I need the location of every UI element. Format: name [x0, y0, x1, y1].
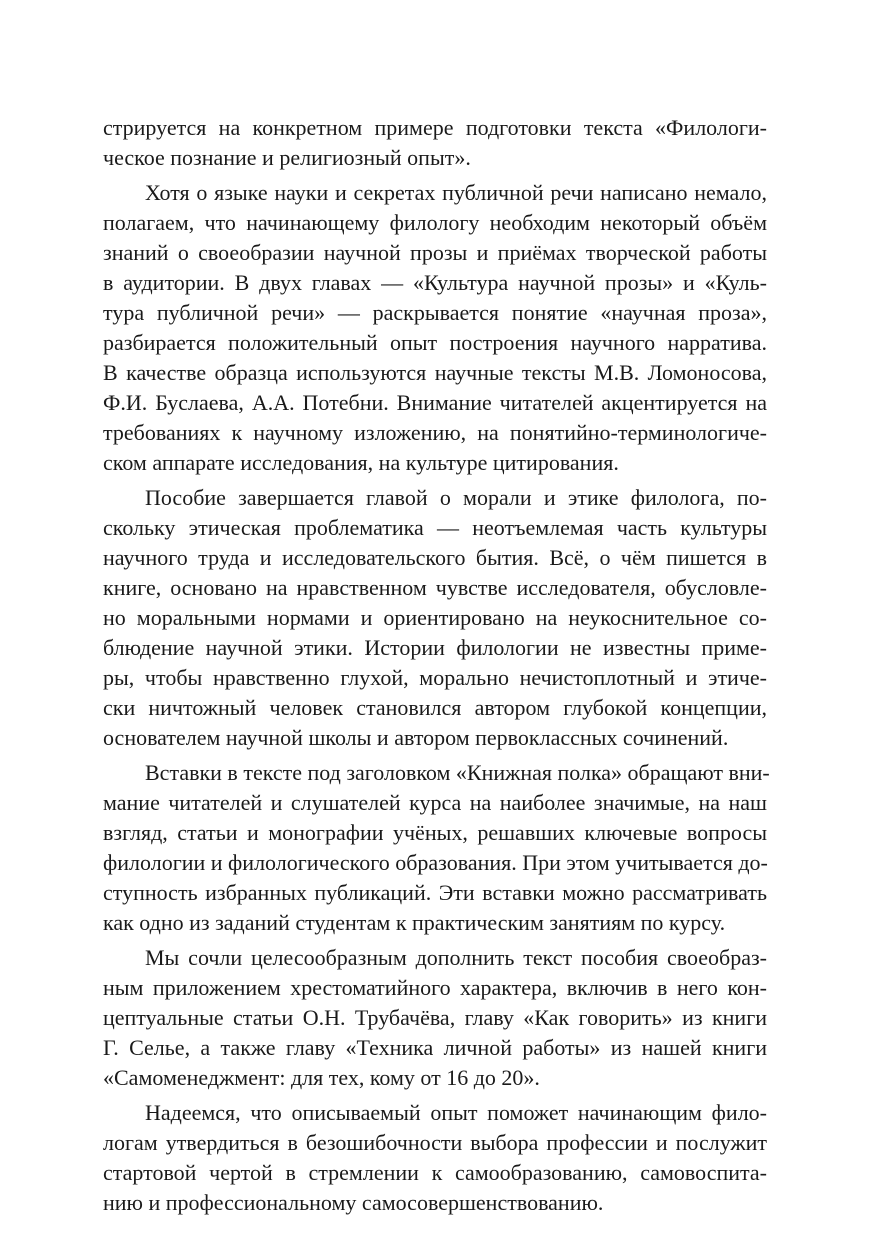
text-line: знаний о своеобразии научной прозы и приёмах творческой работы — [103, 240, 767, 265]
text-line: Пособие завершается главой о морали и этике филолога, по- — [145, 485, 767, 510]
text-line: нию и профессиональному самосовершенствованию. — [103, 1190, 604, 1215]
text-line: разбирается положительный опыт построения научного нарратива. — [103, 330, 767, 355]
text-line: Мы сочли целесообразным дополнить текст пособия своеобраз- — [145, 945, 767, 970]
text-line: как одно из заданий студентам к практическим занятиям по курсу. — [103, 910, 726, 935]
text-line: Вставки в тексте под заголовком «Книжная полка» обращают вни- — [145, 760, 770, 785]
text-line: требованиях к научному изложению, на понятийно-терминологиче- — [103, 420, 767, 445]
text-line: основателем научной школы и автором первоклассных сочинений. — [103, 725, 729, 750]
text-line: но моральными нормами и ориентировано на неукоснительное со- — [103, 605, 767, 630]
text-line: ным приложением хрестоматийного характера, включив в него кон- — [103, 975, 767, 1000]
text-line: Хотя о языке науки и секретах публичной речи написано немало, — [145, 180, 767, 205]
text-line: книге, основано на нравственном чувстве исследователя, обусловле- — [103, 575, 767, 600]
text-line: филологии и филологического образования. При этом учитывается до- — [103, 850, 768, 875]
text-line: ческое познание и религиозный опыт». — [103, 145, 471, 170]
text-line: ском аппарате исследования, на культуре цитирования. — [103, 450, 619, 475]
text-line: научного труда и исследовательского бытия. Всё, о чём пишется в — [103, 545, 767, 570]
text-line: мание читателей и слушателей курса на наиболее значимые, на наш — [103, 790, 767, 815]
text-line: блюдение научной этики. Истории филологии не известны приме- — [103, 635, 767, 660]
text-line: Ф.И. Буслаева, А.А. Потебни. Внимание читателей акцентируется на — [103, 390, 767, 415]
text-line: стартовой чертой в стремлении к самообразованию, самовоспита- — [103, 1160, 767, 1185]
text-line: Г. Селье, а также главу «Техника личной работы» из нашей книги — [103, 1035, 767, 1060]
text-line: «Самоменеджмент: для тех, кому от 16 до 20». — [103, 1065, 540, 1090]
text-line: ски ничтожный человек становился автором глубокой концепции, — [103, 695, 767, 720]
text-line: Надеемся, что описываемый опыт поможет начинающим фило- — [145, 1100, 767, 1125]
text-line: стрируется на конкретном примере подготовки текста «Филологи- — [103, 115, 767, 140]
text-line: взгляд, статьи и монографии учёных, решавших ключевые вопросы — [103, 820, 767, 845]
text-line: цептуальные статьи О.Н. Трубачёва, главу «Как говорить» из книги — [103, 1005, 767, 1030]
text-line: скольку этическая проблематика — неотъемлемая часть культуры — [103, 515, 767, 540]
text-line: В качестве образца используются научные тексты М.В. Ломоносова, — [103, 360, 767, 385]
text-line: в аудитории. В двух главах — «Культура научной прозы» и «Куль- — [103, 270, 767, 295]
text-line: логам утвердиться в безошибочности выбора профессии и послужит — [103, 1130, 767, 1155]
text-line: ры, чтобы нравственно глухой, морально нечистоплотный и этиче- — [103, 665, 767, 690]
text-line: ступность избранных публикаций. Эти вставки можно рассматривать — [103, 880, 767, 905]
text-line: тура публичной речи» — раскрывается понятие «научная проза», — [103, 300, 767, 325]
text-line: полагаем, что начинающему филологу необходим некоторый объём — [103, 210, 767, 235]
